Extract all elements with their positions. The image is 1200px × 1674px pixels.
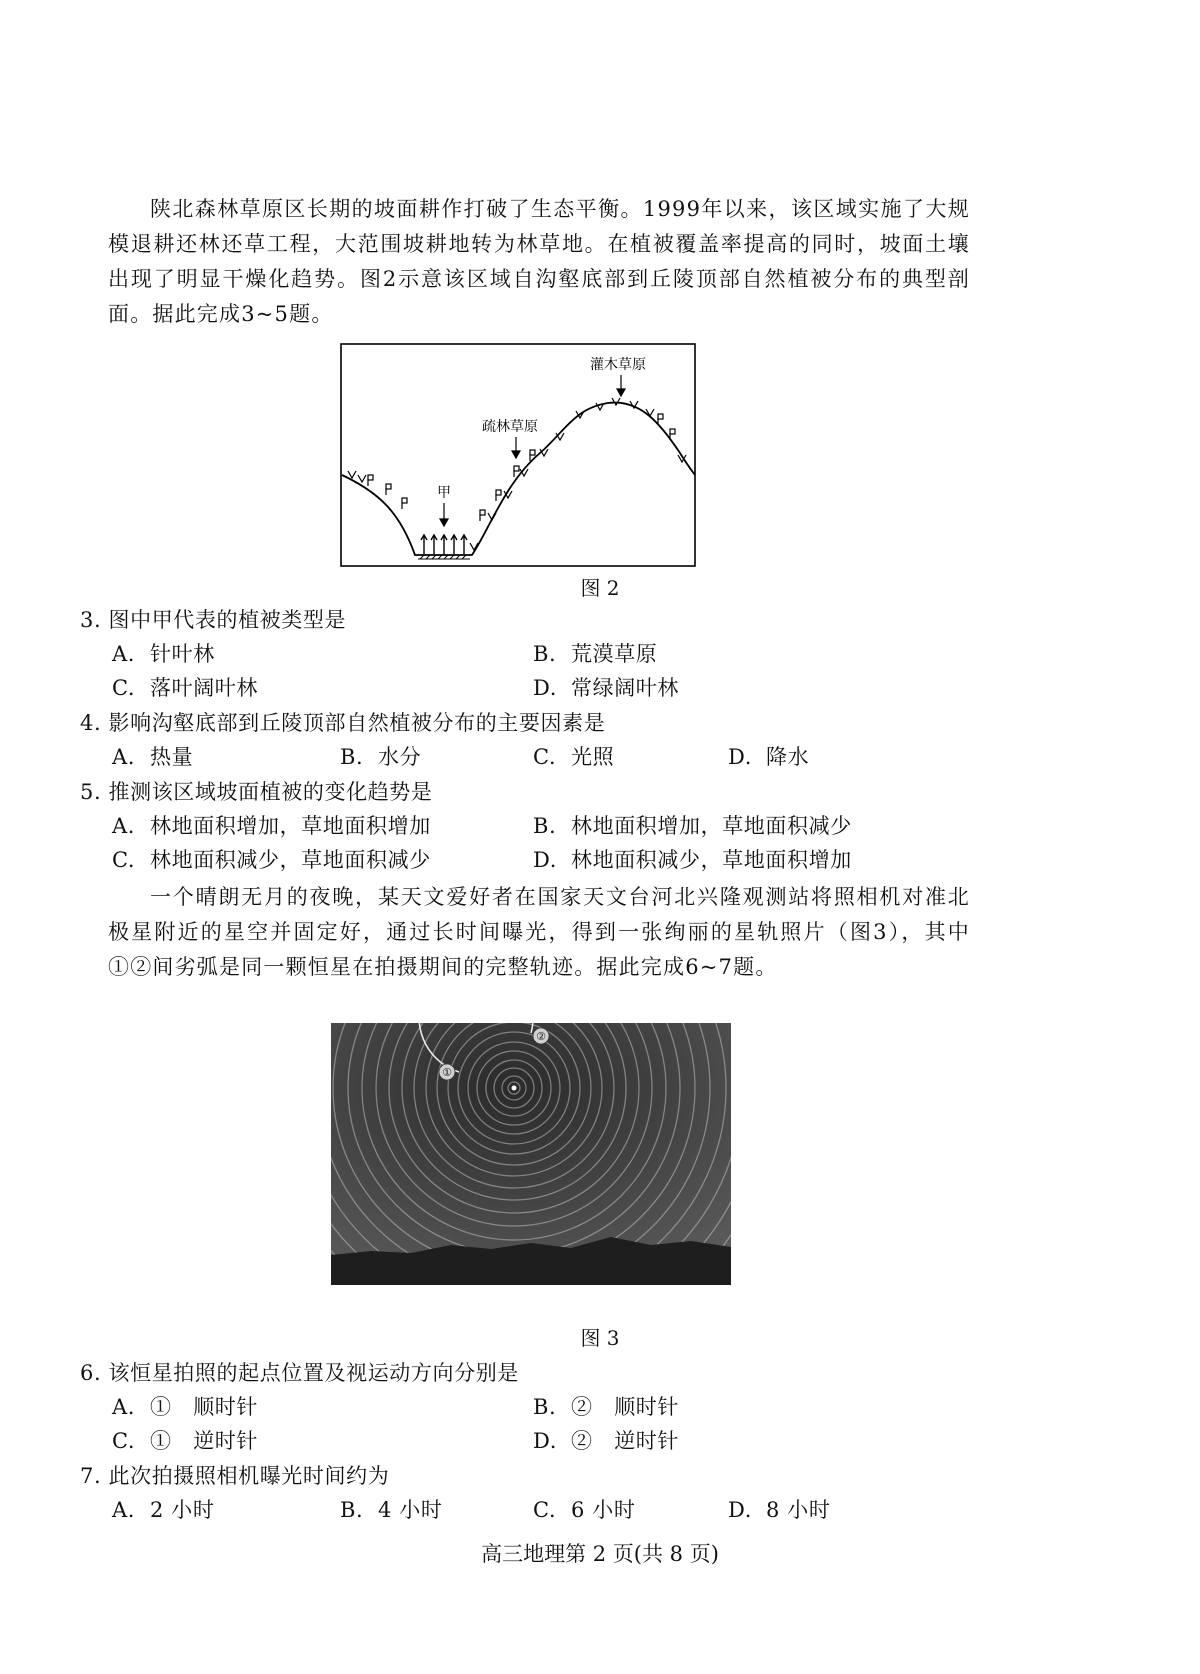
q4-option-a: A. 热量	[112, 745, 194, 769]
q4-option-c: C. 光照	[533, 745, 615, 769]
figure-2-caption: 图 2	[580, 576, 620, 600]
q7-option-a: A. 2 小时	[112, 1498, 215, 1522]
q4-option-b: B. 水分	[340, 745, 422, 769]
q7-option-d: D. 8 小时	[728, 1498, 831, 1522]
vegetation-profile-diagram	[340, 343, 696, 567]
q3-option-c: C. 落叶阔叶林	[112, 676, 258, 700]
question-7: 7. 此次拍摄照相机曝光时间约为	[80, 1464, 390, 1488]
question-6: 6. 该恒星拍照的起点位置及视运动方向分别是	[80, 1361, 519, 1385]
q6-option-c: C. ① 逆时针	[112, 1429, 258, 1453]
q3-option-b: B. 荒漠草原	[533, 642, 658, 666]
q6-option-b: B. ② 顺时针	[533, 1395, 679, 1419]
passage-vegetation: 陕北森林草原区长期的坡面耕作打破了生态平衡。1999年以来，该区域实施了大规模退耕还林还草工程，大范围坡耕地转为林草地。在植被覆盖率提高的同时，坡面土壤出现了明显干燥化趋势。图2示意该区域自沟壑底部到丘陵顶部自然植被分布的典型剖面。据此完成3~5题。	[108, 197, 970, 326]
q7-option-c: C. 6 小时	[533, 1498, 636, 1522]
question-3: 3. 图中甲代表的植被类型是	[80, 608, 347, 632]
q5-option-c: C. 林地面积减少，草地面积减少	[112, 848, 431, 872]
q5-option-b: B. 林地面积增加，草地面积减少	[533, 814, 852, 838]
passage-star-trails: 一个晴朗无月的夜晚，某天文爱好者在国家天文台河北兴隆观测站将照相机对准北极星附近的星空并固定好，通过长时间曝光，得到一张绚丽的星轨照片（图3），其中①②间劣弧是同一颗恒星在拍摄期间的完整轨迹。据此完成6~7题。	[108, 885, 970, 979]
label-jia: 甲	[437, 485, 451, 501]
marker-2: ②	[536, 1030, 546, 1043]
label-shrub-steppe: 灌木草原	[590, 357, 646, 373]
question-5: 5. 推测该区域坡面植被的变化趋势是	[80, 780, 433, 804]
marker-1: ①	[442, 1066, 452, 1079]
q6-option-d: D. ② 逆时针	[533, 1429, 679, 1453]
q3-option-a: A. 针叶林	[112, 642, 215, 666]
question-4: 4. 影响沟壑底部到丘陵顶部自然植被分布的主要因素是	[80, 711, 606, 735]
figure-3-caption: 图 3	[580, 1326, 620, 1350]
q7-option-b: B. 4 小时	[340, 1498, 443, 1522]
q3-option-d: D. 常绿阔叶林	[533, 676, 679, 700]
q6-option-a: A. ① 顺时针	[112, 1395, 258, 1419]
q5-option-d: D. 林地面积减少，草地面积增加	[533, 848, 852, 872]
q4-option-d: D. 降水	[728, 745, 810, 769]
q5-option-a: A. 林地面积增加，草地面积增加	[112, 814, 431, 838]
label-sparse-forest-steppe: 疏林草原	[482, 419, 538, 435]
star-trails-photo	[331, 1023, 731, 1285]
page-footer: 高三地理第 2 页(共 8 页)	[481, 1542, 719, 1566]
